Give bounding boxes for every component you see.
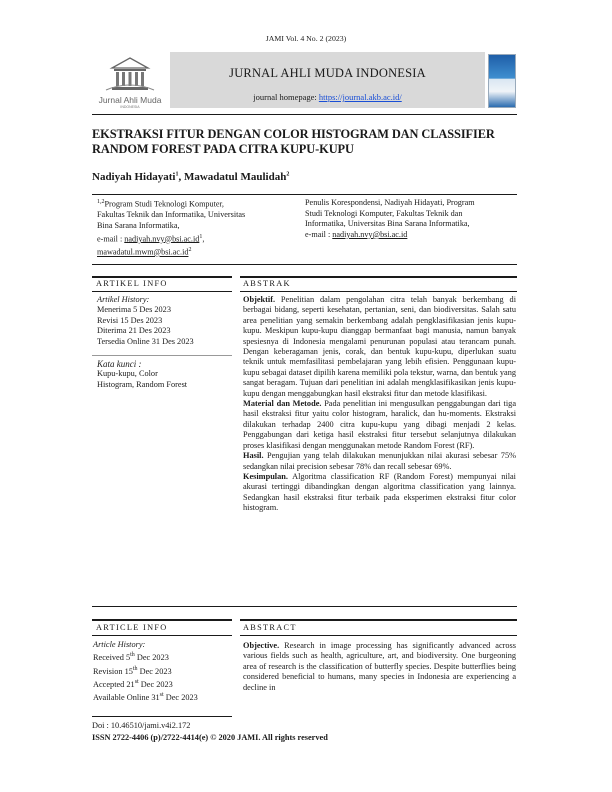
artikel-info-head-rule	[92, 291, 232, 292]
title-line-1: EKSTRAKSI FITUR DENGAN COLOR HISTOGRAM DAN CLASSIFIER	[92, 127, 495, 141]
artikel-date-2: Revisi 15 Des 2023	[97, 315, 163, 325]
author-2: Mawadatul Maulidah	[183, 171, 287, 183]
affiliation-right-line-3: Informatika, Universitas Bina Sarana Informatika,	[305, 219, 470, 229]
metode-text: Pada penelitian ini mengusulkan penggabungan dari tiga hasil ekstraksi fitur yaitu color histogram, haralick, dan hu-moments. Ekstraksi dilakukan terhadap 2400 citra kupu-kupu yang dibagi menjadi 2 kelas. Penggabungan dari ketiga hasil ekstraksi fitur tersebut selanjutnya dilakukan proses klasifikasi dengan menggunakan metode Random Forest (RF).	[243, 399, 517, 450]
logo-subtext: INDONESIA	[120, 105, 140, 109]
keywords-label: Kata kunci :	[97, 359, 142, 369]
artikel-info-heading: ARTIKEL INFO	[96, 279, 168, 288]
keywords-line-2: Histogram, Random Forest	[97, 379, 188, 389]
author-2-sup: 2	[286, 171, 290, 178]
abstract-heading: ABSTRACT	[243, 623, 297, 632]
article-info-heading: ARTICLE INFO	[96, 623, 168, 632]
metode-label: Material dan Metode.	[243, 399, 322, 409]
journal-cover-thumbnail	[488, 54, 516, 108]
correspondence-email-label: e-mail :	[305, 229, 333, 239]
footer-rule	[92, 716, 232, 717]
affiliation-right-line-2: Studi Teknologi Komputer, Fakultas Teknik dan	[305, 208, 463, 218]
article-history-label: Article History:	[93, 640, 146, 649]
affiliation-sup: 1,2	[97, 199, 105, 205]
kesimpulan-label: Kesimpulan.	[243, 471, 288, 481]
logo-text: Jurnal Ahli Muda	[98, 95, 162, 105]
hasil-text: Pengujian yang telah dilakukan menunjukkan nilai akurasi sebesar 75% sedangkan nilai precision sebesar 78% dan recall sebesar 69%.	[243, 451, 516, 471]
journal-name: JURNAL AHLI MUDA INDONESIA	[229, 66, 426, 80]
article-date-4: Available Online 31st Dec 2023	[93, 691, 198, 702]
author-separator: ,	[178, 171, 184, 183]
affiliation-left-line-3: Bina Sarana Informatika,	[97, 220, 180, 230]
footer-issn: ISSN 2722-4406 (p)/2722-4414(e) © 2020 JAMI. All rights reserved	[92, 733, 328, 742]
hasil-label: Hasil.	[243, 451, 264, 461]
header-rule	[92, 114, 517, 115]
email-2-sup: 2	[188, 246, 192, 253]
journal-homepage	[170, 92, 485, 102]
email-author-2[interactable]: mawadatul.mwm@bsi.ac.id	[97, 247, 189, 257]
artikel-info-top-rule	[92, 276, 232, 278]
artikel-date-3: Diterima 21 Des 2023	[97, 326, 171, 336]
title-line-2: RANDOM FOREST PADA CITRA KUPU-KUPU	[92, 142, 354, 156]
affiliation-right-line-1: Penulis Korespondensi, Nadiyah Hidayati, Program	[305, 198, 475, 207]
article-info-head-rule	[92, 635, 232, 636]
abstrak-metode	[243, 399, 516, 451]
homepage-label: journal homepage:	[253, 92, 317, 102]
author-1-sup: 1	[175, 171, 179, 178]
article-info-top-rule	[92, 619, 232, 621]
correspondence-email[interactable]: nadiyah.nvy@bsi.ac.id	[332, 229, 408, 239]
homepage-link[interactable]: https://journal.akb.ac.id/	[318, 92, 402, 102]
affiliation-right	[305, 198, 519, 240]
author-list	[92, 171, 289, 183]
footer-doi: Doi : 10.46510/jami.v4i2.172	[92, 721, 191, 730]
abstrak-objektif	[243, 295, 516, 399]
running-header: JAMI Vol. 4 No. 2 (2023)	[265, 34, 347, 43]
abstrak-body	[243, 295, 516, 514]
affiliation-left-line-2: Fakultas Teknik dan Informatika, Universitas	[97, 210, 246, 220]
article-date-3: Accepted 21st Dec 2023	[93, 678, 173, 689]
article-info-body	[93, 640, 233, 703]
abstrak-heading: ABSTRAK	[243, 279, 291, 288]
article-date-1: Received 5th Dec 2023	[93, 652, 169, 663]
keywords-line-1: Kupu-kupu, Color	[97, 369, 158, 379]
affiliation-rule-bottom	[92, 264, 517, 265]
abstrak-kesimpulan	[243, 472, 516, 514]
artikel-history-label: Artikel History:	[97, 295, 150, 304]
journal-logo	[92, 54, 168, 110]
abstrak-top-rule	[240, 276, 517, 278]
abstrak-hasil	[243, 451, 516, 472]
artikel-date-1: Menerima 5 Des 2023	[97, 305, 171, 315]
kesimpulan-text: Algoritma classification RF (Random Forest) mempunyai nilai akurasi tertinggi dibandingkan dengan algoritma classification yang lainnya. Sedangkan hasil ekstraksi fitur terbaik pada eksperimen ekstraksi fitur color histogram.	[243, 471, 516, 513]
article-date-2: Revision 15th Dec 2023	[93, 665, 172, 676]
abstract-body	[243, 641, 516, 699]
keywords-rule	[92, 355, 232, 356]
abstract-head-rule	[240, 635, 517, 636]
affiliation-rule-top	[92, 194, 517, 195]
objective-text: Research in image processing has significantly advanced across various fields such as health, agriculture, art, and biodiversity. One burgeoning area of research is the classification of butterfly species. Despite butterflies being considered beneficial to humans, many species in Indonesia are experiencing a decline in	[243, 641, 516, 692]
author-1: Nadiyah Hidayati	[92, 171, 176, 183]
building-logo-icon	[92, 54, 168, 94]
objective-label: Objective.	[243, 641, 280, 650]
affiliation-left-line-1: Program Studi Teknologi Komputer,	[104, 199, 224, 209]
email-1-sup: 1	[199, 233, 203, 240]
abstrak-head-rule	[240, 291, 517, 292]
abstract-top-rule	[240, 619, 517, 621]
keywords-block	[97, 359, 232, 390]
affiliation-left: $^{1,2}$Program Studi Teknologi Komputer, Fakultas Teknik dan Informatika, Universitas Bina Sarana Informatika, e-mail : $nadiyah.nvy@bsi.ac.id^1$, $mawadatul.mwm@bsi.ac.id^2$	[97, 197, 287, 258]
objektif-label: Objektif.	[243, 295, 276, 304]
artikel-info-body	[97, 295, 232, 347]
email-author-1[interactable]: nadiyah.nvy@bsi.ac.id	[124, 234, 200, 244]
email-label: e-mail :	[97, 234, 125, 244]
artikel-date-4: Tersedia Online 31 Des 2023	[97, 336, 194, 346]
abstrak-bottom-rule	[92, 606, 517, 607]
article-title	[92, 127, 532, 157]
objektif-text: Penelitian dalam pengolahan citra telah banyak berkembang di berbagai bidang, seperti kesehatan, pertanian, seni, dan biodiversitas. Salah satu area penelitian yang semakin berkembang adalah pengklasifikasian jenis kupu-kupu. Meskipun kupu-kupu dianggap bermanfaat bagi manusia, namun banyak spesiesnya di Indonesia mengalami penurunan populasi atau terancam punah. Dengan keberagaman jenis, corak, dan bentuk kupu-kupu, diperlukan suatu teknik untuk memfasilitasi pembelajaran yang lebih efisien. Penggunaan kupu-kupu sebagai dataset dipilih karena memiliki pola tekstur, warna, dan bentuk yang sangat beragam. Tujuan dari penelitian ini adalah mengklasifikasikan jenis kupu-kupu dengan menggabungkan hasil ekstraksi fitur dan metode klasifikasi.	[243, 295, 516, 398]
